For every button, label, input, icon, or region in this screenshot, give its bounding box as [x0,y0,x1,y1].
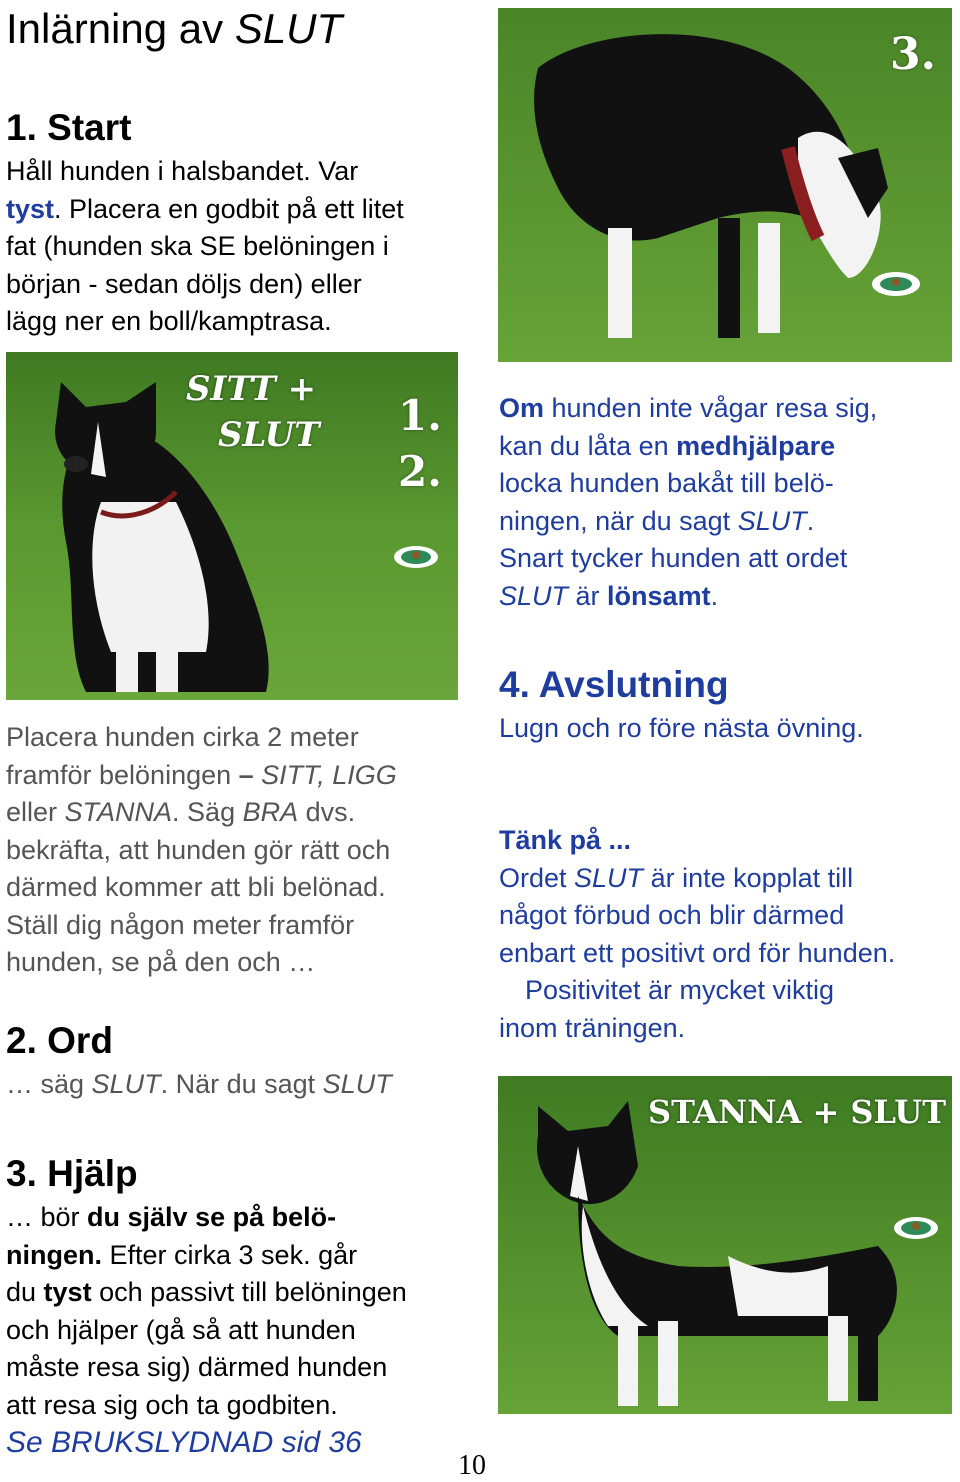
reward-plate-icon [872,272,920,296]
reward-plate-icon [894,1217,938,1239]
page-title: Inlärning av SLUT [6,5,343,52]
placement-text: Placera hunden cirka 2 meter framför belöningen – SITT, LIGG eller STANNA. Säg BRA dvs. bekräfta, att hunden gör rätt och därmed kommer att bli belönad. Ställ dig någon meter framför hunden, se på den och … [6,722,397,977]
avslutning-text: Lugn och ro före nästa övning. [499,713,864,743]
photo-dog-sniffing [498,8,952,362]
ord-text: … säg SLUT. När du sagt SLUT [6,1069,392,1099]
helper-text: Om hunden inte vågar resa sig, kan du låta en medhjälpare locka hunden bakåt till belö- ningen, när du sagt SLUT. Snart tycker hunden att ordet SLUT är lönsamt. [499,393,878,611]
reference-link[interactable]: Se BRUKSLYDNAD sid 36 [6,1426,362,1459]
reward-plate-icon [394,546,438,568]
photo4-overlay: STANNA + SLUT [648,1093,946,1131]
hjalp-text: … bör du själv se på belö- ningen. Efter cirka 3 sek. går du tyst och passivt till belöningen och hjälper (gå så att hunden måste resa sig) därmed hunden att resa sig och ta godbiten. [6,1202,407,1420]
heading-ord: 2. Ord [6,1020,113,1061]
page-number: 10 [458,1450,486,1481]
start-text: Håll hunden i halsbandet. Var tyst. Placera en godbit på ett litet fat (hunden ska SE belöningen i början - sedan döljs den) eller lägg ner en boll/kamptrasa. [6,156,404,336]
heading-avslutning: 4. Avslutning [499,664,729,705]
heading-start: 1. Start [6,107,132,148]
heading-hjalp: 3. Hjälp [6,1153,138,1194]
photo1-step-numbers: 1. 2. [398,391,442,496]
photo3-step-number: 3. [890,29,936,80]
tank-pa-section: Tänk på ... Ordet SLUT är inte kopplat till något förbud och blir därmed enbart ett positivt ord för hunden. Positivitet är mycket viktig inom träningen. [499,825,896,1043]
photo1-overlay: SITT + SLUT [186,369,320,455]
